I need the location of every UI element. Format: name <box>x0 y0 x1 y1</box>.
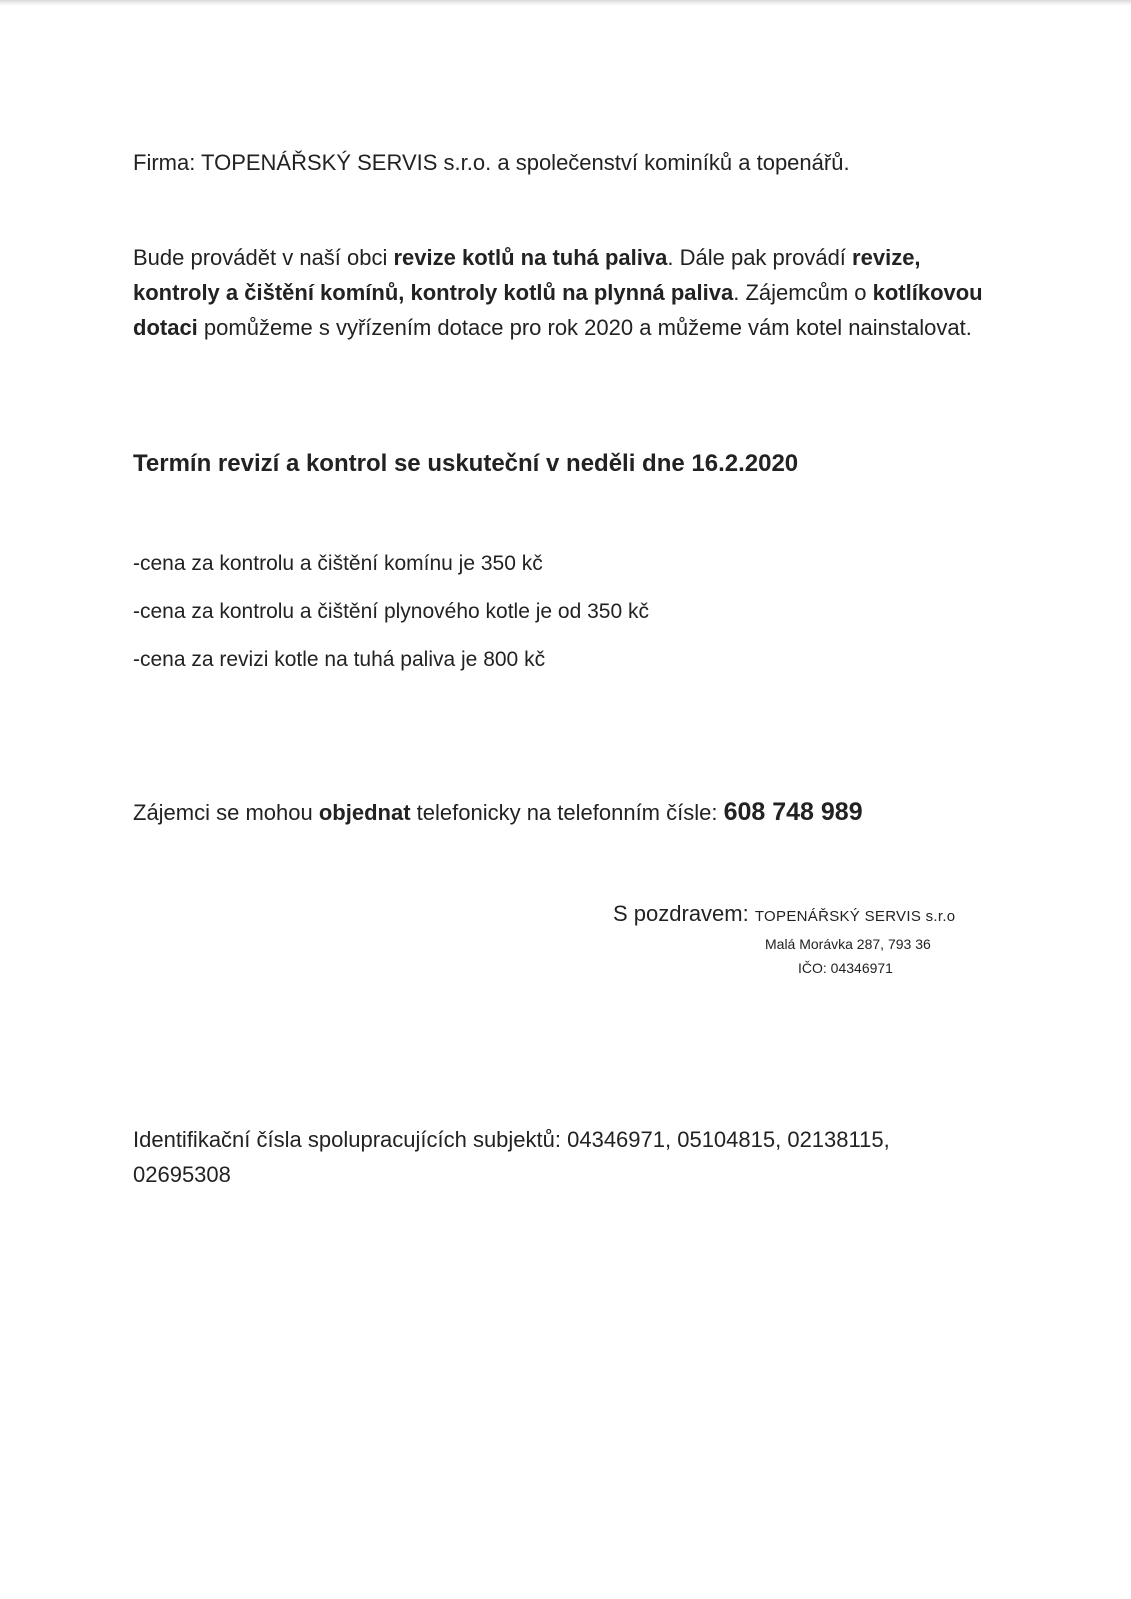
intro-bold-2: revize, kontroly a čištění komínů, kontroly kotlů na plynná paliva <box>133 245 921 305</box>
order-bold: objednat <box>318 800 411 825</box>
signature-block <box>613 898 1073 976</box>
signature-ico: IČO: 04346971 <box>798 960 893 976</box>
ids-paragraph: Identifikační čísla spolupracujících subjektů: 04346971, 05104815, 02138115, 02695308 <box>133 1127 890 1187</box>
intro-text-1: Bude provádět v naší obci <box>133 245 394 270</box>
intro-bold-1: revize kotlů na tuhá paliva <box>393 245 668 270</box>
firm-name: TOPENÁŘSKÝ SERVIS s.r.o. <box>201 150 492 175</box>
intro-text-2: . Dále pak provádí <box>667 245 853 270</box>
firm-line <box>133 145 850 180</box>
price-item-gas-boiler: -cena za kontrolu a čištění plynového kotle je od 350 kč <box>133 600 649 623</box>
firm-rest: a společenství kominíků a topenářů. <box>497 150 850 175</box>
intro-text-3: . Zájemcům o <box>733 280 873 305</box>
signature-line <box>613 898 1073 933</box>
signature-company: TOPENÁŘSKÝ SERVIS s.r.o <box>754 908 956 925</box>
firm-label: Firma: <box>133 150 196 175</box>
intro-paragraph <box>133 240 993 345</box>
phone-number: 608 748 989 <box>723 798 863 826</box>
scan-edge <box>0 0 1131 6</box>
order-text-2: telefonicky na telefonním čísle: <box>410 800 724 825</box>
signature-address: Malá Morávka 287, 793 36 <box>765 936 931 952</box>
price-item-chimney: -cena za kontrolu a čištění komínu je 350 kč <box>133 552 543 575</box>
order-text-1: Zájemci se mohou <box>133 800 319 825</box>
term-heading: Termín revizí a kontrol se uskuteční v neděli dne 16.2.2020 <box>133 450 799 477</box>
order-line <box>133 795 863 830</box>
signature-greeting: S pozdravem: <box>613 901 749 926</box>
intro-bold-3: kotlíkovou dotaci <box>133 280 983 340</box>
intro-text-4: pomůžeme s vyřízením dotace pro rok 2020 a můžeme vám kotel nainstalovat. <box>197 315 972 340</box>
price-item-solid-fuel: -cena za revizi kotle na tuhá paliva je 800 kč <box>133 648 546 671</box>
